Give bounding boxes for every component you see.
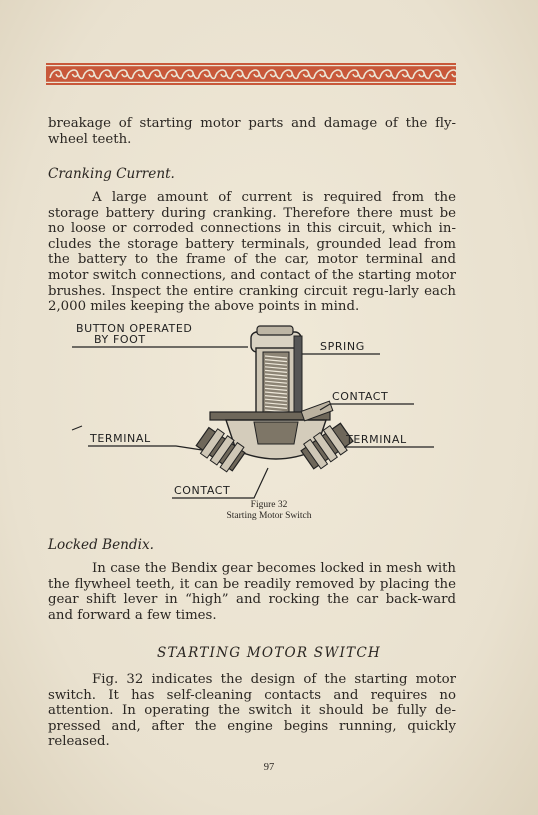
label-button-operated: BUTTON OPERATED — [76, 322, 193, 335]
page-number: 97 — [263, 762, 275, 773]
label-contact-right: CONTACT — [332, 390, 389, 403]
section-title-starting-motor-switch: STARTING MOTOR SWITCH — [157, 645, 381, 661]
paragraph-starting-motor-switch: Fig. 32 indicates the design of the starting motor switch. It has self-cleaning contacts and requires no attention. In operating the switch it should be fully de-pressed and, after the engine begins running, quickly released. — [48, 672, 456, 750]
label-terminal-left: TERMINAL — [90, 432, 151, 445]
figure-caption-title: Starting Motor Switch — [226, 511, 312, 521]
label-contact-bottom: CONTACT — [174, 484, 231, 497]
paragraph-continuation: breakage of starting motor parts and damage of the fly-wheel teeth. — [48, 116, 456, 147]
label-terminal-right: TERMINAL — [346, 433, 407, 446]
figure-caption-number: Figure 32 — [250, 500, 288, 510]
paragraph-cranking-current: A large amount of current is required from the storage battery during cranking. Therefore there must be no loose or corroded connections in this circuit, which in-cludes the storage battery terminals, grounded lead from the battery to the frame of the car, motor terminal and motor switch connections, and contact of the starting motor brushes. Inspect the entire cranking circuit regu-larly each 2,000 miles keeping the above points in mind. — [48, 190, 456, 315]
label-spring: SPRING — [320, 340, 365, 353]
decorative-wave-border — [46, 63, 456, 85]
heading-locked-bendix: Locked Bendix. — [48, 537, 154, 553]
heading-cranking-current: Cranking Current. — [48, 166, 175, 182]
starting-motor-switch-diagram — [58, 318, 448, 500]
label-by-foot: BY FOOT — [94, 333, 146, 346]
paragraph-locked-bendix: In case the Bendix gear becomes locked in mesh with the flywheel teeth, it can be readily removed by placing the gear shift lever in “high” and rocking the car back-ward and forward a few times. — [48, 561, 456, 623]
